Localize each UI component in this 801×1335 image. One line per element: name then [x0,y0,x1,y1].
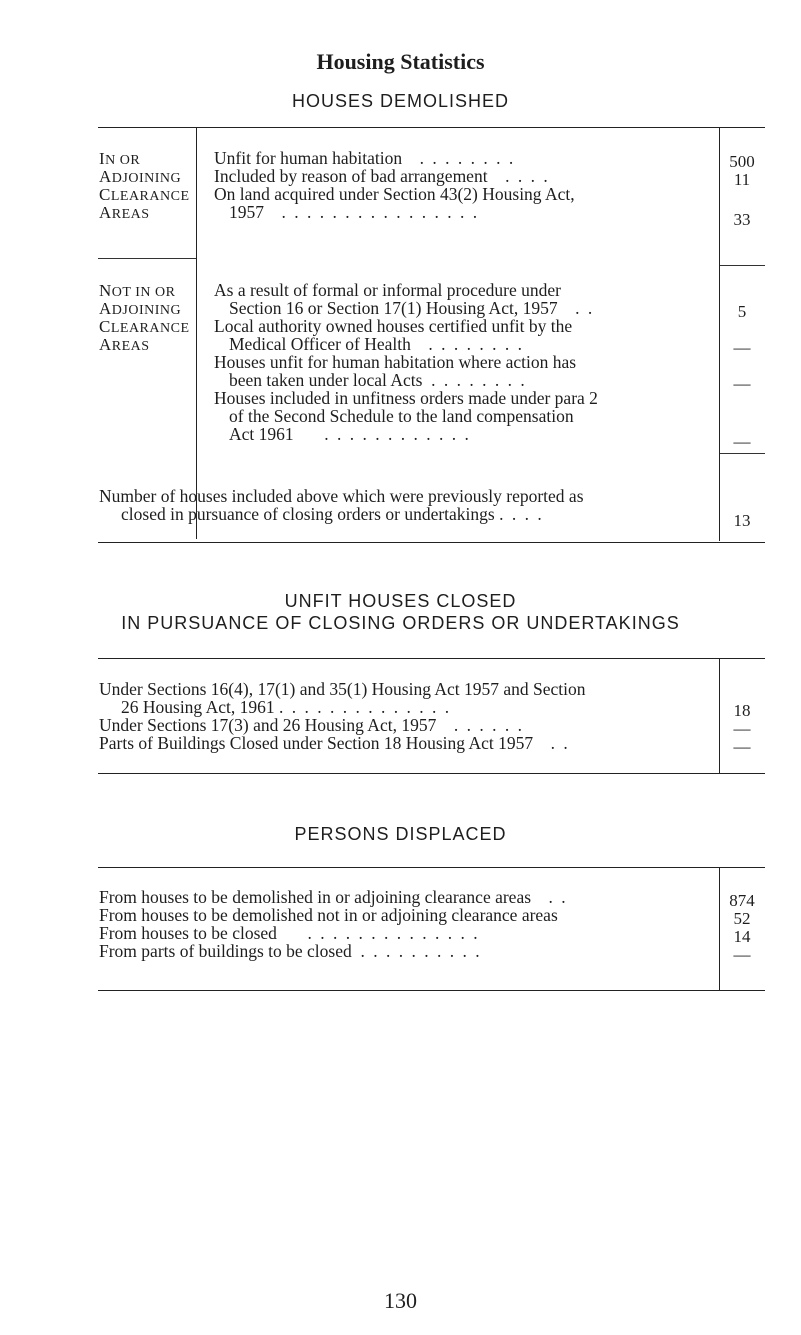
group1-label-line3: CLEARANCE [99,185,190,204]
group1-value-land-acquired: 33 [733,210,751,229]
table1-label-divider [196,128,197,539]
group1-item-land-acquired-line1: On land acquired under Section 43(2) Housing Act, [214,184,575,204]
group2-item-formal-line1: As a result of formal or informal procedure under [214,280,561,300]
group2-label-line2: ADJOINING [99,299,182,318]
group1-item-land-acquired-line2: 1957 . . . . . . . . . . . . . . . . [229,202,480,222]
group1-label-line2: ADJOINING [99,167,182,186]
group2-value-authority: — [733,338,751,357]
displaced-item-not-in-clearance: From houses to be demolished not in or adjoining clearance areas [99,905,558,925]
group2-item-authority-line1: Local authority owned houses certified unfit by the [214,316,573,336]
displaced-value-not-in-clearance: 52 [733,909,751,928]
group1-value-bad-arrangement: 11 [733,170,751,189]
group2-label-line4: AREAS [99,335,150,354]
group2-item-local-acts-line1: Houses unfit for human habitation where action has [214,352,577,372]
group2-item-formal-line2: Section 16 or Section 17(1) Housing Act, 1957 . . [229,298,595,318]
table1-bottom-rule [98,542,765,543]
table3-top-rule [98,867,765,868]
group2-value-unfitness-orders: — [733,432,751,451]
section-heading-unfit-closed-line2: IN PURSUANCE OF CLOSING ORDERS OR UNDERTAKINGS [121,613,680,633]
group2-label-line3: CLEARANCE [99,317,190,336]
group2-value-local-acts: — [733,374,751,393]
displaced-item-closed: From houses to be closed . . . . . . . . . . . . . . [99,923,480,943]
table1-lower-divider-right [720,453,765,454]
group2-value-formal: 5 [737,302,747,321]
group2-item-authority-line2: Medical Officer of Health . . . . . . . . [229,334,525,354]
closed-value-sections-17-3: — [733,719,751,738]
table1-group-divider-right [720,265,765,266]
section-heading-houses-demolished: HOUSES DEMOLISHED [291,91,510,111]
displaced-item-in-clearance: From houses to be demolished in or adjoining clearance areas . . [99,887,568,907]
previously-closed-line1: Number of houses included above which were previously reported as [99,486,584,506]
table1-top-rule [98,127,765,128]
table1-group-divider-left [98,258,196,259]
group1-value-unfit: 500 [729,152,755,171]
section-heading-persons-displaced: PERSONS DISPLACED [294,824,507,844]
displaced-value-in-clearance: 874 [729,891,755,910]
page-title: Housing Statistics [316,49,485,74]
group1-label-line4: AREAS [99,203,150,222]
group2-item-unfitness-orders-line3: Act 1961 . . . . . . . . . . . . [229,424,471,444]
displaced-value-parts-buildings: — [733,945,751,964]
displaced-value-closed: 14 [733,927,751,946]
closed-item-sections-17-3: Under Sections 17(3) and 26 Housing Act, 1957 . . . . . . [99,715,524,735]
table1-value-divider [719,128,720,541]
group2-item-unfitness-orders-line1: Houses included in unfitness orders made under para 2 [214,388,598,408]
group2-label-line1: NOT IN OR [99,281,176,300]
previously-closed-line2: closed in pursuance of closing orders or undertakings . . . . [121,504,544,524]
group2-item-unfitness-orders-line2: of the Second Schedule to the land compensation [229,406,574,426]
closed-value-sections-16: 18 [733,701,751,720]
previously-closed-value: 13 [733,511,751,530]
table2-top-rule [98,658,765,659]
page-number: 130 [384,1288,417,1313]
table3-bottom-rule [98,990,765,991]
group1-item-unfit: Unfit for human habitation . . . . . . . . [214,148,516,168]
closed-item-sections-16-line1: Under Sections 16(4), 17(1) and 35(1) Housing Act 1957 and Section [99,679,586,699]
section-heading-unfit-closed-line1: UNFIT HOUSES CLOSED [284,591,517,611]
closed-item-sections-16-line2: 26 Housing Act, 1961 . . . . . . . . . . . . . . [121,697,452,717]
group2-item-local-acts-line2: been taken under local Acts . . . . . . . . [229,370,527,390]
closed-value-parts-buildings: — [733,737,751,756]
displaced-item-parts-buildings: From parts of buildings to be closed . . . . . . . . . . [99,941,482,961]
closed-item-parts-buildings: Parts of Buildings Closed under Section 18 Housing Act 1957 . . [99,733,570,753]
group1-item-bad-arrangement: Included by reason of bad arrangement . . . . [214,166,550,186]
table2-bottom-rule [98,773,765,774]
group1-label-line1: IN OR [99,149,141,168]
